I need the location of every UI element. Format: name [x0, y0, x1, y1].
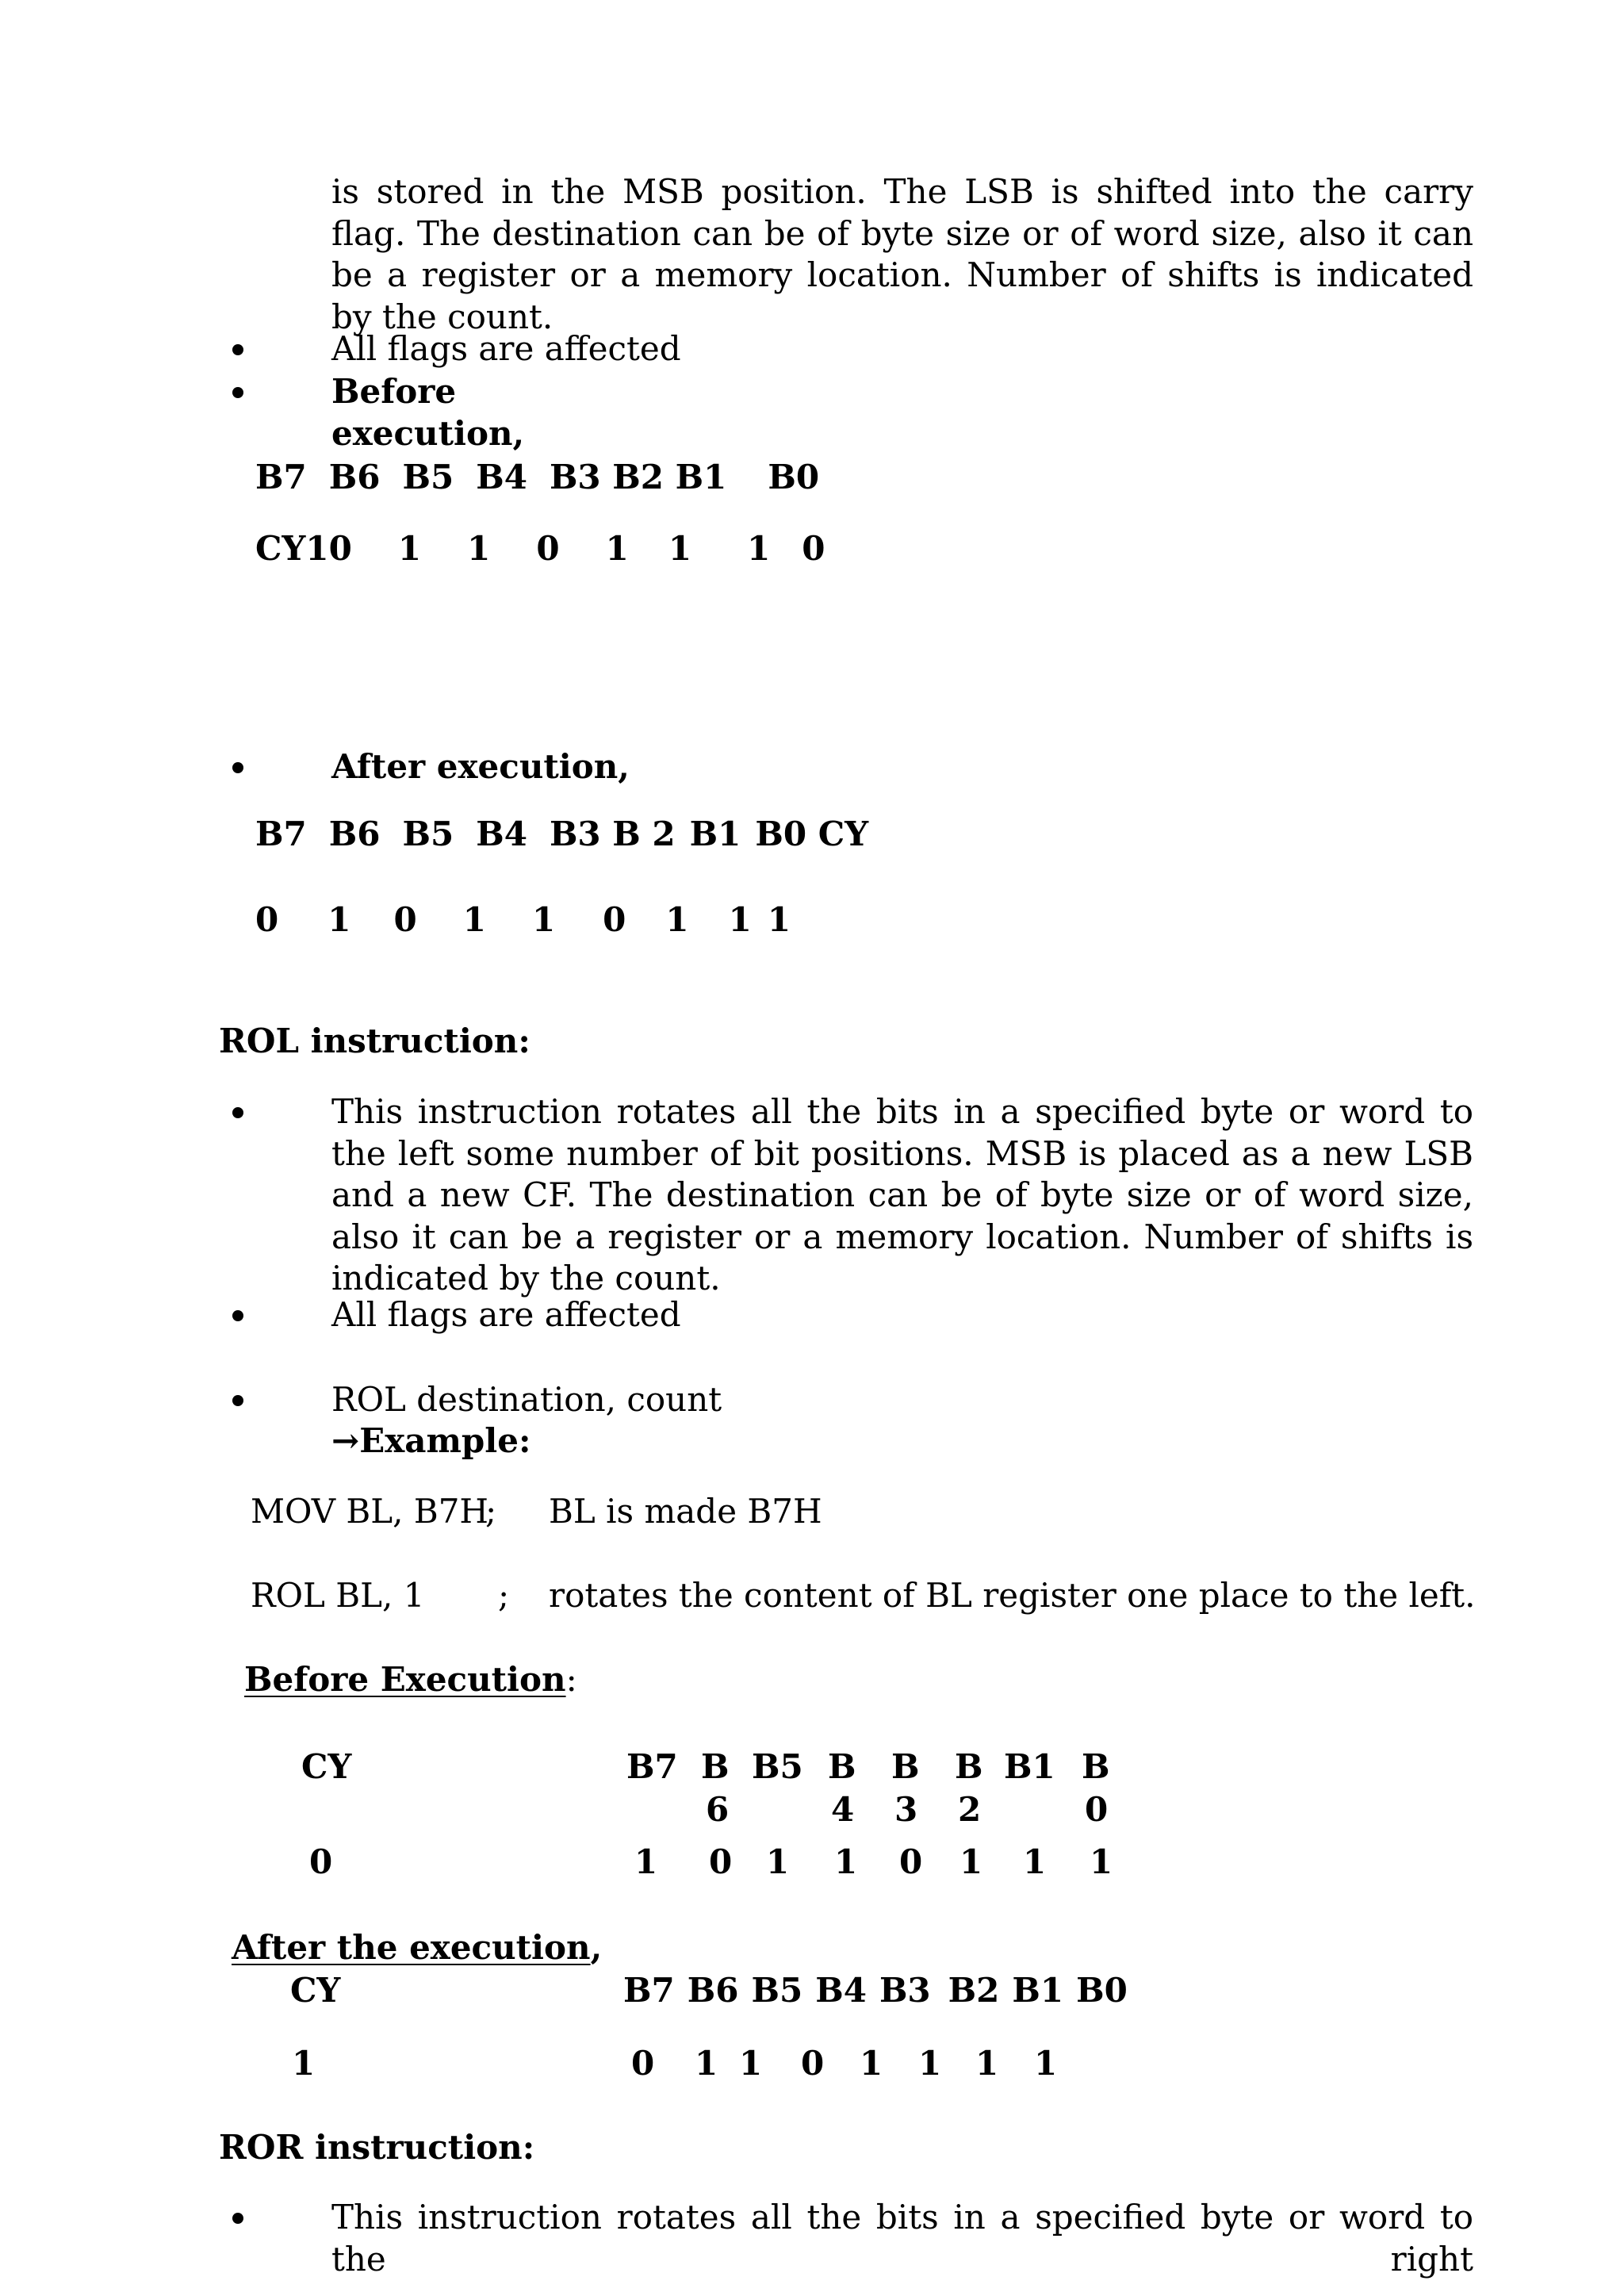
bit-label: B0 [755, 815, 807, 853]
bit-label-suffix: 0 [1085, 1790, 1109, 1829]
bit-label: B3 [549, 458, 601, 496]
bit-value: 0 [709, 1842, 733, 1881]
table1-values [255, 528, 825, 569]
bit-value: 0 [801, 2044, 825, 2083]
colon: : [565, 1660, 577, 1699]
bit-label: B [701, 1747, 730, 1786]
bit-value: 1 [327, 900, 351, 939]
bit-label: B1 [675, 458, 727, 496]
bit-label: B5 [402, 815, 454, 853]
bit-label: B3 [549, 815, 601, 853]
bit-label: B1 [1012, 1971, 1064, 2010]
after-the-execution-label: After the execution [232, 1928, 591, 1967]
bit-label: B7 [255, 815, 307, 853]
bit-value: 1 [531, 900, 556, 939]
intro-paragraph: is stored in the MSB position. The LSB is shifted into the carry flag. The destination can be of byte size or of word size, also it can be a register or a memory location. Number of shifts is indicated by the count. [331, 172, 1473, 336]
cy-value: 1 [292, 2044, 316, 2083]
bit-value: 1 [975, 2044, 999, 2083]
bit-label: B0 [768, 458, 820, 496]
bit-value: 0 [899, 1842, 923, 1881]
bit-value: 1 [1023, 1842, 1047, 1881]
bullet [232, 344, 243, 355]
example-label: →Example: [331, 1421, 531, 1460]
bullet [232, 387, 243, 398]
bit-value: 1 [634, 1842, 658, 1881]
bullet [232, 1395, 243, 1406]
bit-value: 0 [631, 2044, 655, 2083]
bit-label: CY [818, 815, 869, 853]
bit-label: B2 [948, 1971, 1000, 2010]
rol-description: This instruction rotates all the bits in a specified byte or word to the left some number of bit positions. MSB is placed as a new LSB and a new CF. The destination can be of byte size or of word size, also it can be a register or a memory location. Number of shifts is indicated by the count. [331, 1092, 1473, 1297]
before-execution-label: Before Execution [244, 1660, 566, 1699]
bit-label-suffix: 2 [958, 1790, 982, 1829]
bit-value: 1 [767, 900, 791, 939]
code-separator: ; [485, 1492, 497, 1531]
bit-value: 1 [728, 900, 752, 939]
bit-label-suffix: 4 [831, 1790, 855, 1829]
table4-cy-label: CY [290, 1971, 341, 2010]
ror-description: This instruction rotates all the bits in a specified byte or word to the right [331, 2198, 1473, 2279]
before-execution-label-line1: Before [331, 372, 457, 411]
bit-value: 1 [305, 529, 329, 568]
before-execution-label-line2: execution, [331, 414, 525, 453]
bit-value: 1 [665, 900, 689, 939]
bit-value: 1 [605, 529, 629, 568]
bit-label: B6 [328, 458, 381, 496]
flags-affected-text: All flags are affected [331, 329, 681, 368]
bullet [232, 2213, 243, 2224]
cy-value: 0 [309, 1842, 333, 1881]
bit-value: 0 [603, 900, 626, 939]
bit-label: B2 [612, 458, 665, 496]
table2-header [255, 814, 868, 855]
bit-label: B1 [1004, 1747, 1055, 1786]
bit-value: 0 [255, 900, 279, 939]
bit-value: 1 [918, 2044, 942, 2083]
rol-syntax: ROL destination, count [331, 1380, 722, 1419]
bit-value: 1 [860, 2044, 883, 2083]
bit-label: B4 [476, 815, 527, 853]
after-the-execution-heading [232, 1927, 602, 1968]
bit-label-suffix: 3 [894, 1790, 918, 1829]
bit-label: B [1082, 1747, 1110, 1786]
bit-label: B5 [752, 1747, 803, 1786]
bit-value: 0 [536, 529, 560, 568]
bit-value: 1 [397, 529, 422, 568]
after-execution-label: After execution, [331, 747, 630, 786]
flags-affected-text: All flags are affected [331, 1295, 681, 1334]
bit-value: 0 [802, 529, 825, 568]
bit-value: 1 [739, 2044, 763, 2083]
bit-value: 1 [1090, 1842, 1113, 1881]
code-instruction: MOV BL, B7H [251, 1492, 489, 1531]
bit-label: B7 [626, 1747, 678, 1786]
table3-cy-label: CY [301, 1747, 352, 1786]
bit-label-suffix: 6 [706, 1790, 730, 1829]
bit-label: B6 [328, 815, 381, 853]
code-separator: ; [498, 1576, 510, 1615]
bit-value: 0 [393, 900, 417, 939]
comma: , [590, 1928, 603, 1967]
bit-value: 1 [747, 529, 771, 568]
bit-label: B5 [751, 1971, 803, 2010]
bit-value: 1 [1034, 2044, 1058, 2083]
bit-label: B6 [687, 1971, 739, 2010]
bit-label: B7 [255, 458, 307, 496]
bit-label: B0 [1076, 1971, 1128, 2010]
code-comment: rotates the content of BL register one place to the left. [549, 1576, 1476, 1615]
code-comment: BL is made B7H [549, 1492, 822, 1531]
bit-value: 1 [766, 1842, 790, 1881]
bit-value: 1 [959, 1842, 983, 1881]
cy-label: CY [255, 529, 306, 568]
bit-value: 1 [695, 2044, 718, 2083]
bit-value: 1 [462, 900, 486, 939]
bit-label: B [891, 1747, 920, 1786]
bullet [232, 1310, 243, 1321]
bit-value: 1 [668, 529, 692, 568]
ror-heading: ROR instruction: [219, 2128, 535, 2167]
bit-value: 1 [467, 529, 491, 568]
bit-label: B4 [815, 1971, 867, 2010]
bit-label: B [955, 1747, 983, 1786]
bit-value: 0 [328, 529, 352, 568]
bit-label: B4 [476, 458, 527, 496]
before-execution-heading [244, 1659, 577, 1700]
bit-value: 1 [834, 1842, 858, 1881]
bit-label: B7 [623, 1971, 675, 2010]
bullet [232, 762, 243, 773]
code-instruction: ROL BL, 1 [251, 1576, 425, 1615]
table2-values [255, 899, 791, 941]
bit-label: B 2 [612, 815, 676, 853]
bullet [232, 1107, 243, 1118]
bit-label: B3 [879, 1971, 931, 2010]
rol-heading: ROL instruction: [219, 1022, 530, 1060]
table1-header [255, 457, 819, 498]
table4-header [623, 1970, 1128, 2011]
bit-label: B1 [689, 815, 741, 853]
bit-label: B [828, 1747, 856, 1786]
bit-label: B5 [402, 458, 454, 496]
